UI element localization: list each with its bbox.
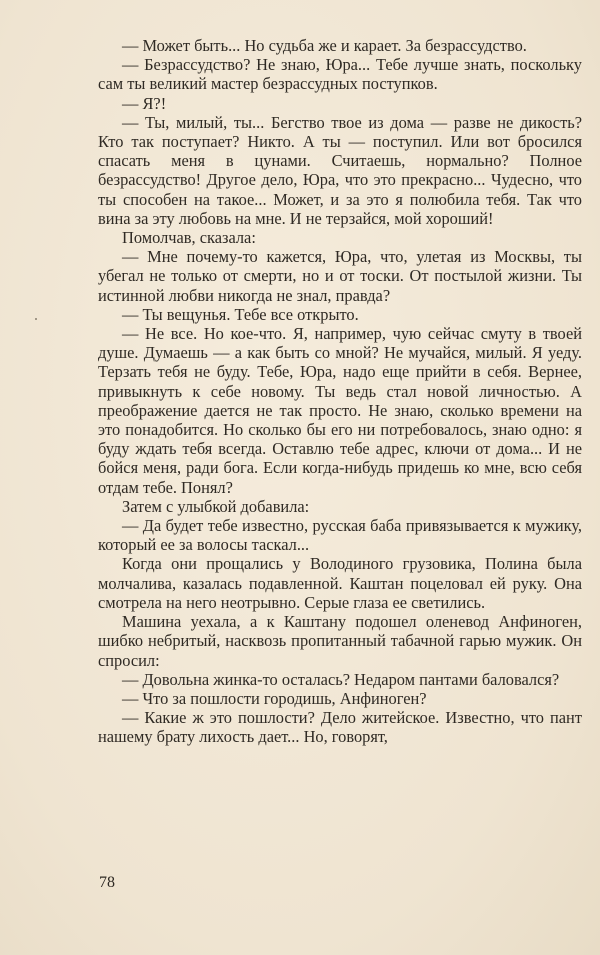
body-text [98, 36, 582, 747]
paragraph: — Что за пошлости городишь, Анфиноген? [122, 688, 427, 708]
paragraph: — Ты, милый, ты... Бегство твое из дома — разве не дикость? Кто так поступает? Никто. А ты — поступил. Или вот бросился спасать меня в цунами. Считаешь, нормально? Полное безрассудство! Другое дело, Юра, что это прекрасно... Чудесно, что ты способен на такое... Может, и за это я полюбила тебя. Так что вина за эту любовь на мне. И не терзайся, мой хороший! [98, 112, 582, 228]
paragraph: Машина уехала, а к Каштану подошел оленевод Анфиноген, шибко небритый, насквозь пропитанный табачной гарью мужик. Он спросил: [98, 612, 582, 670]
paragraph: Затем с улыбкой добавила: [122, 496, 310, 516]
paragraph: — Безрассудство? Не знаю, Юра... Тебе лучше знать, поскольку сам ты великий мастер безрассудных поступков. [98, 55, 582, 94]
paragraph: — Может быть... Но судьба же и карает. За безрассудство. [122, 36, 527, 55]
paragraph: — Мне почему-то кажется, Юра, что, улетая из Москвы, ты убегал не только от смерти, но и от тоски. От постылой жизни. Ты истинной любви никогда не знал, правда? [98, 247, 582, 305]
page-number: 78 [99, 874, 115, 891]
paragraph: — Ты вещунья. Тебе все открыто. [122, 304, 359, 324]
paragraph: Помолчав, сказала: [122, 228, 256, 248]
paragraph: — Какие ж это пошлости? Дело житейское. Известно, что пант нашему брату лихость дает... Но, говорят, [98, 708, 582, 747]
paragraph: — Не все. Но кое-что. Я, например, чую сейчас смуту в твоей душе. Думаешь — а как быть со мной? Не мучайся, милый. Я уеду. Терзать тебя не буду. Тебе, Юра, надо еще прийти в себя. Вернее, привыкнуть к себе новому. Ты ведь стал новой личностью. А преображение дается не так просто. Не знаю, сколько времени на это понадобится. Но сколько бы его ни потребовалось, знаю одно: я буду ждать тебя всегда. Оставлю тебе адрес, ключи от дома... И не бойся меня, ради бога. Если когда-нибудь придешь ко мне, всю себя отдам тебе. Понял? [98, 324, 582, 497]
paragraph: Когда они прощались у Володиного грузовика, Полина была молчалива, казалась подавленной. Каштан поцеловал ей руку. Она смотрела на него неотрывно. Серые глаза ее светились. [98, 554, 582, 612]
paragraph: — Да будет тебе известно, русская баба привязывается к мужику, который ее за волосы таскал... [98, 516, 582, 555]
paragraph: — Я?! [122, 93, 167, 113]
paper-speck [35, 318, 37, 320]
paragraph: — Довольна жинка-то осталась? Недаром пантами баловался? [122, 669, 560, 689]
